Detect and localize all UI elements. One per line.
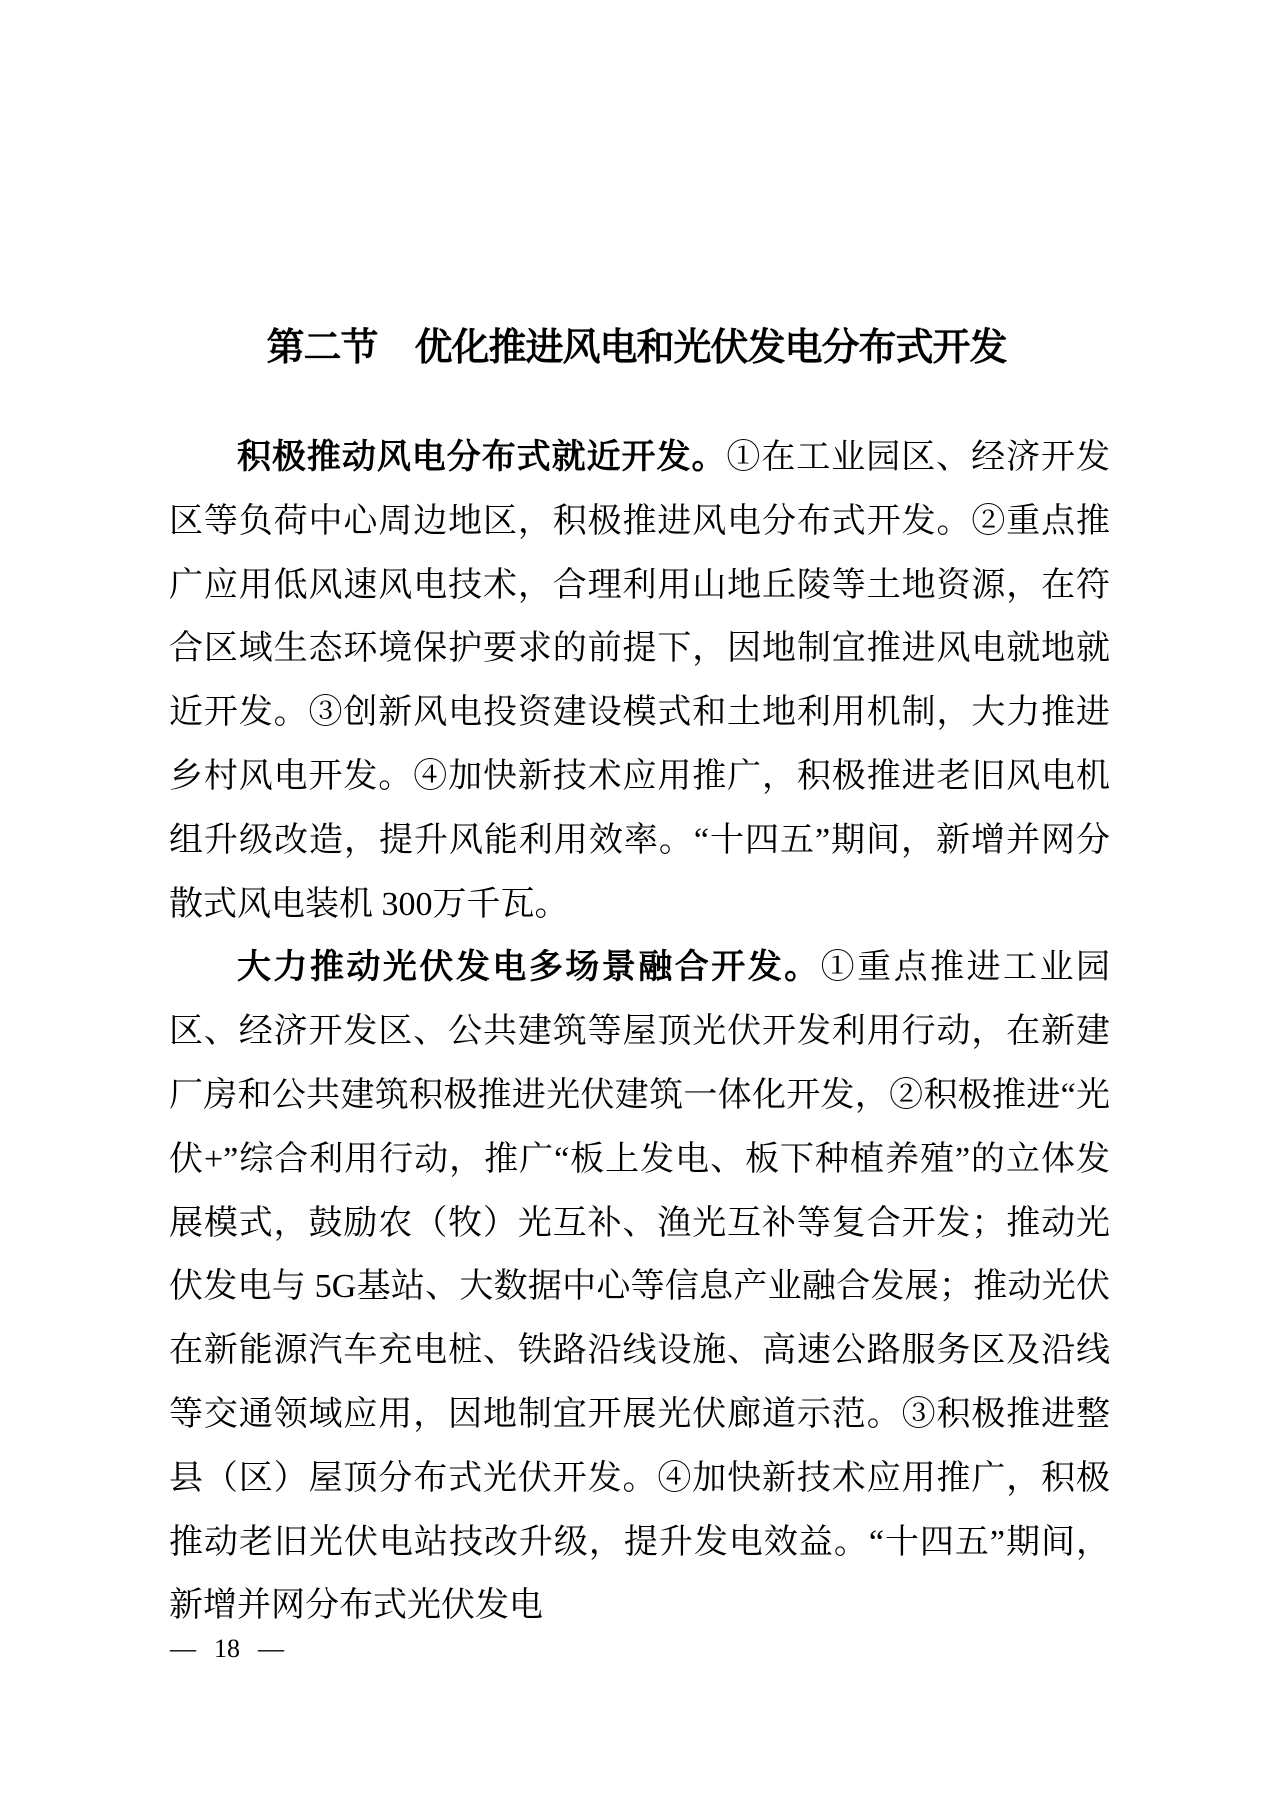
page-footer [170, 1634, 284, 1664]
paragraph-solar-lead: 大力推动光伏发电多场景融合开发。 [237, 949, 821, 987]
page-number: 18 [214, 1634, 240, 1663]
section-title: 第二节 优化推进风电和光伏发电分布式开发 [266, 327, 1007, 370]
footer-dash-left: — [170, 1634, 196, 1663]
document-body [169, 426, 1110, 1638]
paragraph-wind-text: ①在工业园区、经济开发区等负荷中心周边地区，积极推进风电分布式开发。②重点推广应用低风速风电技术，合理利用山地丘陵等土地资源，在符合区域生态环境保护要求的前提下，因地制宜推进风电就地就近开发。③创新风电投资建设模式和土地利用机制，大力推进乡村风电开发。④加快新技术应用推广，积极推进老旧风电机组升级改造，提升风能利用效率。“十四五”期间，新增并网分散式风电装机 300万千瓦。 [169, 439, 1111, 923]
paragraph-wind-lead: 积极推动风电分布式就近开发。 [237, 439, 727, 476]
footer-dash-right: — [258, 1634, 284, 1663]
paragraph-wind-power [169, 426, 1110, 936]
paragraph-solar-power [169, 936, 1110, 1638]
paragraph-solar-text: ①重点推进工业园区、经济开发区、公共建筑等屋顶光伏开发利用行动，在新建厂房和公共建筑积极推进光伏建筑一体化开发，②积极推进“光伏+”综合利用行动，推广“板上发电、板下种植养殖”的立体发展模式，鼓励农（牧）光互补、渔光互补等复合开发；推动光伏发电与 5G基站、大数据中心等信息产业融合发展；推动光伏在新能源汽车充电桩、铁路沿线设施、高速公路服务区及沿线等交通领域应用，因地制宜开展光伏廊道示范。③积极推进整县（区）屋顶分布式光伏开发。④加快新技术应用推广，积极推动老旧光伏电站技改升级，提升发电效益。“十四五”期间，新增并网分布式光伏发电 [169, 949, 1111, 1625]
